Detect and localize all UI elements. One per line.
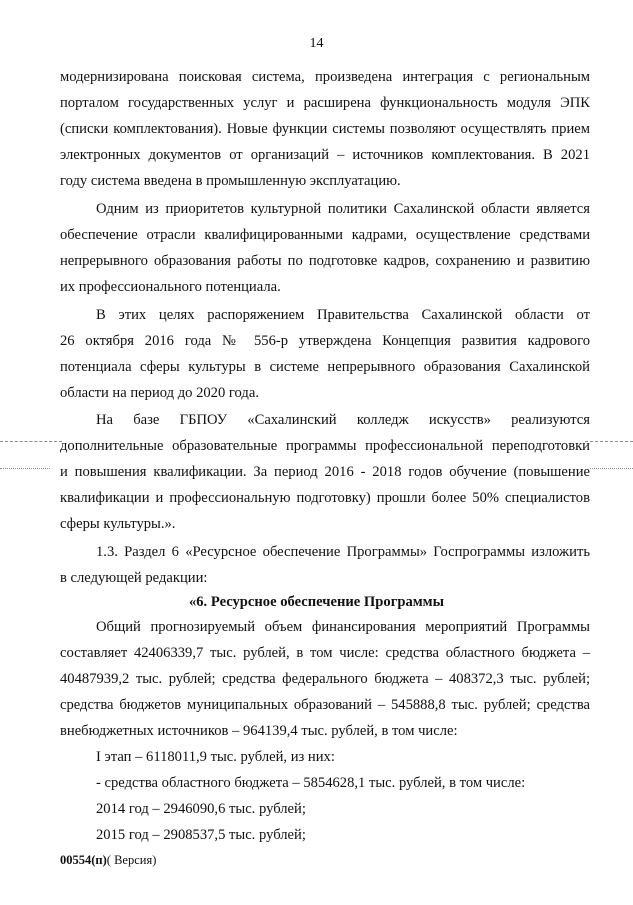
text-line: 1.3. Раздел 6 «Ресурсное обеспечение Программы» Госпрограммы изложить [96, 544, 590, 560]
text-line: 2014 год – 2946090,6 тыс. рублей; [96, 801, 306, 817]
document-code: 00554(п) [60, 853, 107, 867]
scan-artifact-line [590, 468, 633, 469]
text-line: области на период до 2020 года. [60, 385, 259, 401]
text-line: В этих целях распоряжением Правительства Сахалинской области от [96, 307, 590, 323]
text-line: году система введена в промышленную эксплуатацию. [60, 173, 401, 189]
text-line: электронных документов от организаций – источников комплектования. В 2021 [60, 147, 590, 163]
text-line: 40487939,2 тыс. рублей; средства федерального бюджета – 408372,3 тыс. рублей; [60, 671, 590, 687]
text-line: порталом государственных услуг и расширена функциональность модуля ЭПК [60, 95, 590, 111]
scan-artifact-line [0, 468, 50, 469]
text-line: непрерывного образования работы по подготовке кадров, сохранению и развитию [60, 253, 590, 269]
document-footer [60, 853, 156, 868]
scan-artifact-line [0, 441, 62, 442]
scan-artifact-line [585, 441, 633, 442]
text-line: (списки комплектования). Новые функции системы позволяют осуществлять прием [60, 121, 590, 137]
document-version: ( Версия) [106, 853, 157, 867]
section-heading: «6. Ресурсное обеспечение Программы [188, 594, 445, 610]
text-line: потенциала сферы культуры в системе непрерывного образования Сахалинской [60, 359, 590, 375]
text-line: квалификации и профессиональную подготовку) прошли более 50% специалистов [60, 490, 590, 506]
text-line: обеспечение отрасли квалифицированными кадрами, осуществление средствами [60, 227, 590, 243]
text-line: Одним из приоритетов культурной политики Сахалинской области является [96, 201, 590, 217]
text-line: составляет 42406339,7 тыс. рублей, в том числе: средства областного бюджета – [60, 645, 590, 661]
text-line: средства бюджетов муниципальных образований – 545888,8 тыс. рублей; средства [60, 697, 590, 713]
text-line: внебюджетных источников – 964139,4 тыс. рублей, в том числе: [60, 723, 458, 739]
text-line: их профессионального потенциала. [60, 279, 281, 295]
text-line: дополнительные образовательные программы профессиональной переподготовки [60, 438, 590, 454]
text-line: 2015 год – 2908537,5 тыс. рублей; [96, 827, 306, 843]
text-line: в следующей редакции: [60, 570, 208, 586]
text-line: На базе ГБПОУ «Сахалинский колледж искусств» реализуются [96, 412, 590, 428]
text-line: - средства областного бюджета – 5854628,1 тыс. рублей, в том числе: [96, 775, 526, 791]
text-line: сферы культуры.». [60, 516, 176, 532]
text-line: 26 октября 2016 года № 556-р утверждена Концепция развития кадрового [60, 333, 590, 349]
text-line: модернизирована поисковая система, произведена интеграция с региональным [60, 69, 590, 85]
text-line: I этап – 6118011,9 тыс. рублей, из них: [96, 749, 335, 765]
text-line: и повышения квалификации. За период 2016 - 2018 годов обучение (повышение [60, 464, 590, 480]
text-line: Общий прогнозируемый объем финансирования мероприятий Программы [96, 619, 590, 635]
page-number: 14 [309, 36, 324, 51]
